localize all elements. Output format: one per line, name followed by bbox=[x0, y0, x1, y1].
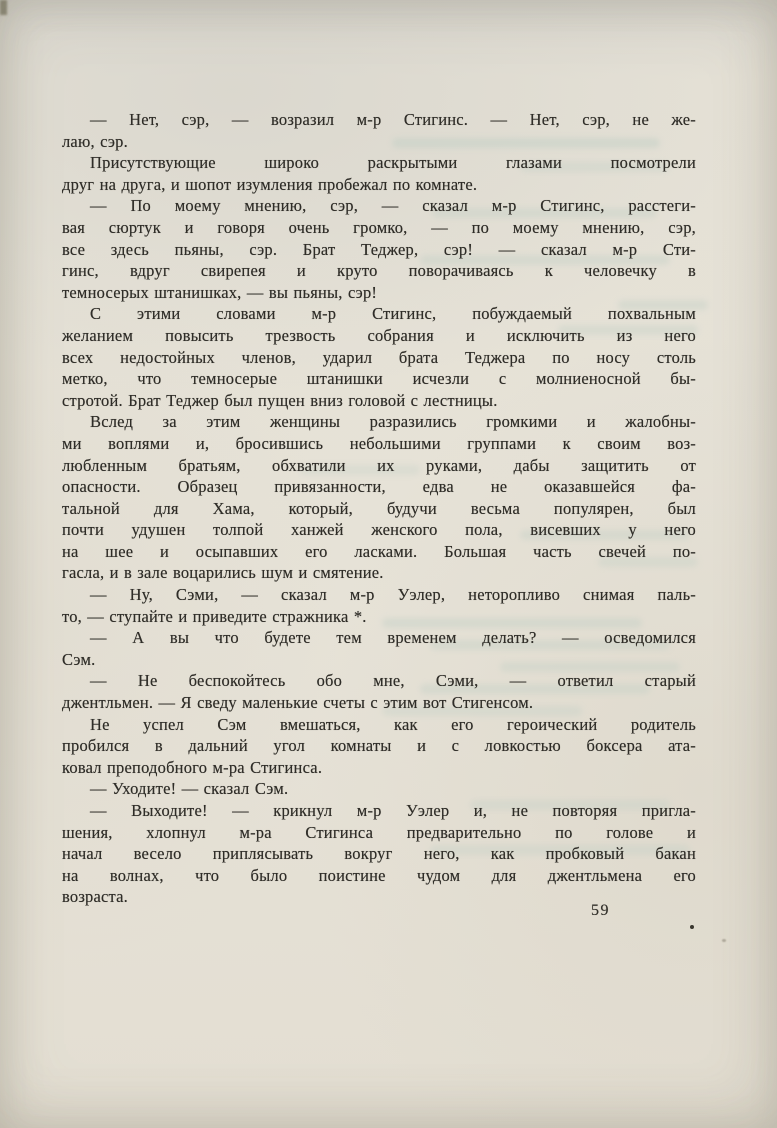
text-line: шения, хлопнул м-ра Стигинса предварительно по голове и bbox=[62, 822, 696, 842]
text-line: почти удушен толпой ханжей женского пола, висевших у него bbox=[62, 520, 696, 540]
text-line: желанием повысить трезвость собрания и исключить из него bbox=[62, 325, 696, 345]
paragraph bbox=[62, 778, 696, 800]
ink-speck bbox=[722, 939, 726, 942]
text-line: опасности. Образец привязанности, едва не оказавшейся фа- bbox=[62, 477, 696, 497]
text-line: любленным братьям, обхватили их руками, дабы защитить от bbox=[62, 455, 696, 475]
paragraph bbox=[62, 411, 696, 584]
ink-speck bbox=[690, 925, 694, 929]
page-edge-mark bbox=[0, 0, 7, 15]
text-line: джентльмен. — Я сведу маленькие счеты с этим вот Стигенсом. bbox=[62, 693, 534, 713]
text-line: тальной для Хама, который, будучи весьма популярен, был bbox=[62, 498, 696, 518]
text-line: на шее и осыпавших его ласками. Большая часть свечей по- bbox=[62, 541, 696, 561]
text-line: ми воплями и, бросившись небольшими группами к своим воз- bbox=[62, 433, 696, 453]
text-line: — Нет, сэр, — возразил м-р Стигинс. — Нет, сэр, не же- bbox=[90, 110, 696, 129]
text-line: — Не беспокойтесь обо мне, Сэми, — ответил старый bbox=[90, 671, 696, 691]
text-line: друг на друга, и шопот изумления пробежал по комнате. bbox=[62, 174, 478, 194]
paragraph bbox=[62, 714, 696, 779]
text-line: — А вы что будете тем временем делать? — осведомился bbox=[90, 628, 696, 648]
text-line: на волнах, что было поистине чудом для джентльмена его bbox=[62, 865, 696, 885]
text-line: гасла, и в зале воцарились шум и смятение. bbox=[62, 563, 384, 583]
text-line: — По моему мнению, сэр, — сказал м-р Стигинс, расстеги- bbox=[90, 196, 696, 216]
text-line: лаю, сэр. bbox=[62, 131, 128, 151]
text-line: — Ну, Сэми, — сказал м-р Уэлер, неторопливо снимая паль- bbox=[90, 585, 696, 605]
text-line: Не успел Сэм вмешаться, как его героический родитель bbox=[90, 714, 696, 734]
paragraph bbox=[62, 800, 696, 908]
text-line: гинс, вдруг свирепея и круто поворачиваясь к человечку в bbox=[62, 261, 696, 281]
text-line: вая сюртук и говоря очень громко, — по моему мнению, сэр, bbox=[62, 217, 696, 237]
text-line: начал весело приплясывать вокруг него, как пробковый бакан bbox=[62, 844, 696, 864]
text-line: — Уходите! — сказал Сэм. bbox=[90, 779, 289, 799]
text-line: всех недостойных членов, ударил брата Теджера по носу столь bbox=[62, 347, 696, 367]
paragraph bbox=[62, 584, 696, 627]
paragraph bbox=[62, 195, 696, 303]
text-line: темносерых штанишках, — вы пьяны, сэр! bbox=[62, 282, 378, 302]
paragraph bbox=[62, 670, 696, 713]
text-line: все здесь пьяны, сэр. Брат Теджер, сэр! — сказал м-р Сти- bbox=[62, 239, 696, 259]
text-line: Присутствующие широко раскрытыми глазами посмотрели bbox=[90, 153, 696, 173]
paragraph bbox=[62, 152, 696, 195]
text-line: С этими словами м-р Стигинс, побуждаемый похвальным bbox=[90, 304, 696, 324]
text-line: — Выходите! — крикнул м-р Уэлер и, не повторяя пригла- bbox=[90, 801, 696, 820]
text-line: пробился в дальний угол комнаты и с ловкостью боксера ата- bbox=[62, 736, 696, 756]
page-number: 59 bbox=[591, 902, 610, 919]
paragraph bbox=[62, 109, 696, 152]
text-line: метко, что темносерые штанишки исчезли с молниеносной бы- bbox=[62, 369, 696, 389]
text-line: ковал преподобного м-ра Стигинса. bbox=[62, 757, 323, 777]
text-line: Сэм. bbox=[62, 649, 96, 669]
paragraph bbox=[62, 627, 696, 670]
text-line: то, — ступайте и приведите стражника *. bbox=[62, 606, 367, 626]
text-block bbox=[62, 109, 696, 908]
paragraph bbox=[62, 303, 696, 411]
text-line: возраста. bbox=[62, 887, 129, 907]
text-line: стротой. Брат Теджер был пущен вниз головой с лестницы. bbox=[62, 390, 498, 410]
text-line: Вслед за этим женщины разразились громкими и жалобны- bbox=[90, 412, 696, 432]
